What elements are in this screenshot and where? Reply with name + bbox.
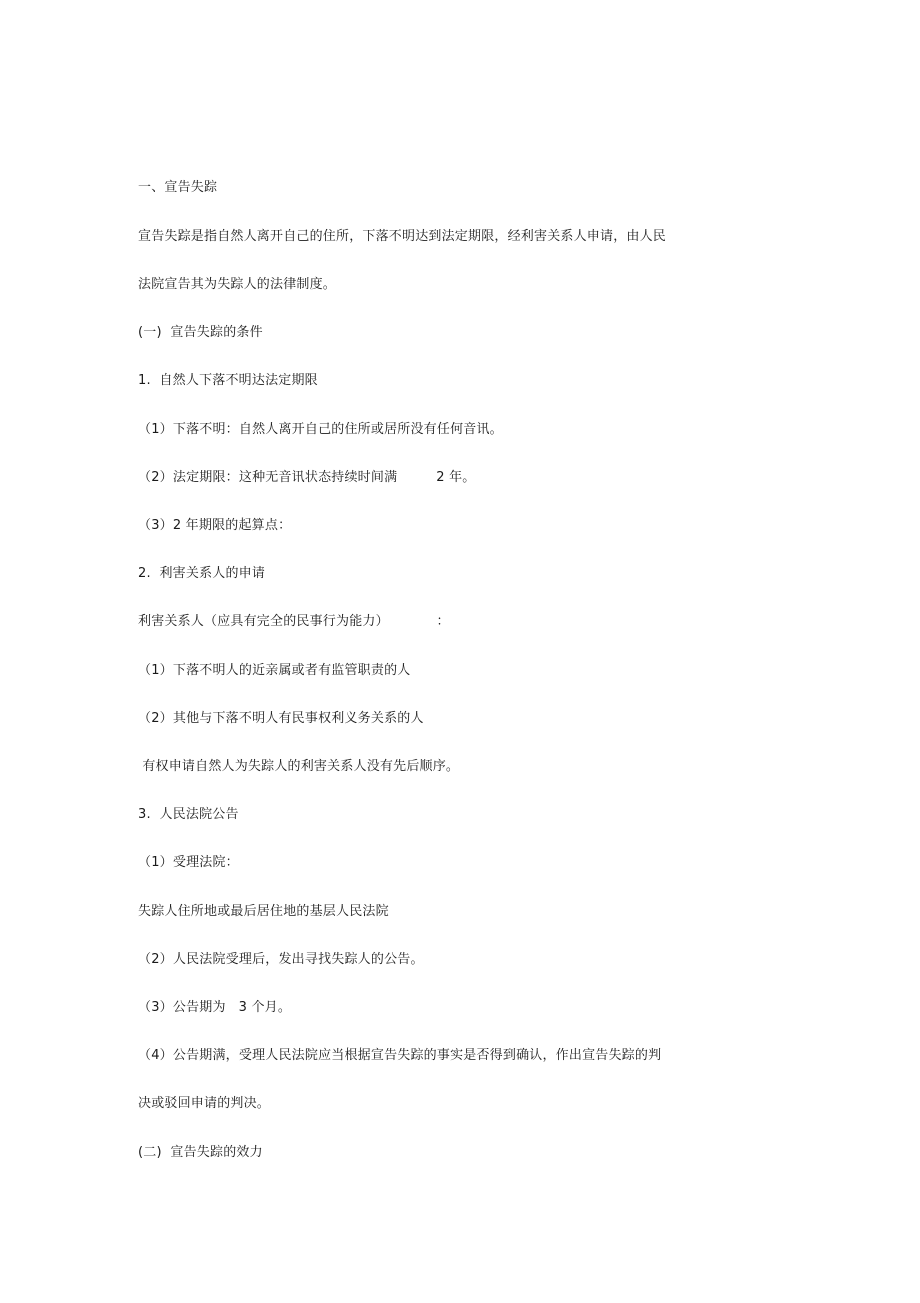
paragraph-line: 宣告失踪是指自然人离开自己的住所，下落不明达到法定期限，经利害关系人申请，由人民	[138, 229, 667, 244]
paragraph-line: 决或驳回申请的判决。	[138, 1096, 271, 1111]
paragraph-line: 失踪人住所地或最后居住地的基层人民法院	[138, 904, 389, 919]
paragraph-line: 利害关系人（应具有完全的民事行为能力） ：	[138, 614, 450, 629]
list-item: （2）法定期限：这种无音讯状态持续时间满 2 年。	[138, 470, 476, 485]
section-heading: 一、宣告失踪	[138, 180, 218, 195]
list-item: （2）人民法院受理后，发出寻找失踪人的公告。	[138, 952, 424, 967]
paragraph-line: 有权申请自然人为失踪人的利害关系人没有先后顺序。	[138, 759, 460, 774]
list-item: （4）公告期满，受理人民法院应当根据宣告失踪的事实是否得到确认，作出宣告失踪的判	[138, 1048, 662, 1063]
numbered-item: 3. 人民法院公告	[138, 807, 239, 822]
list-item: （1）受理法院：	[138, 855, 239, 870]
list-item: （1）下落不明：自然人离开自己的住所或居所没有任何音讯。	[138, 422, 503, 437]
numbered-item: 2. 利害关系人的申请	[138, 566, 266, 581]
list-item: （1）下落不明人的近亲属或者有监管职责的人	[138, 663, 411, 678]
list-item: （2）其他与下落不明人有民事权利义务关系的人	[138, 711, 424, 726]
list-item: （3）2 年期限的起算点：	[138, 518, 292, 533]
numbered-item: 1. 自然人下落不明达法定期限	[138, 373, 318, 388]
list-item: （3）公告期为 3 个月。	[138, 1000, 292, 1015]
subsection-heading: (一) 宣告失踪的条件	[138, 325, 263, 340]
paragraph-line: 法院宣告其为失踪人的法律制度。	[138, 277, 337, 292]
subsection-heading: (二) 宣告失踪的效力	[138, 1145, 263, 1160]
